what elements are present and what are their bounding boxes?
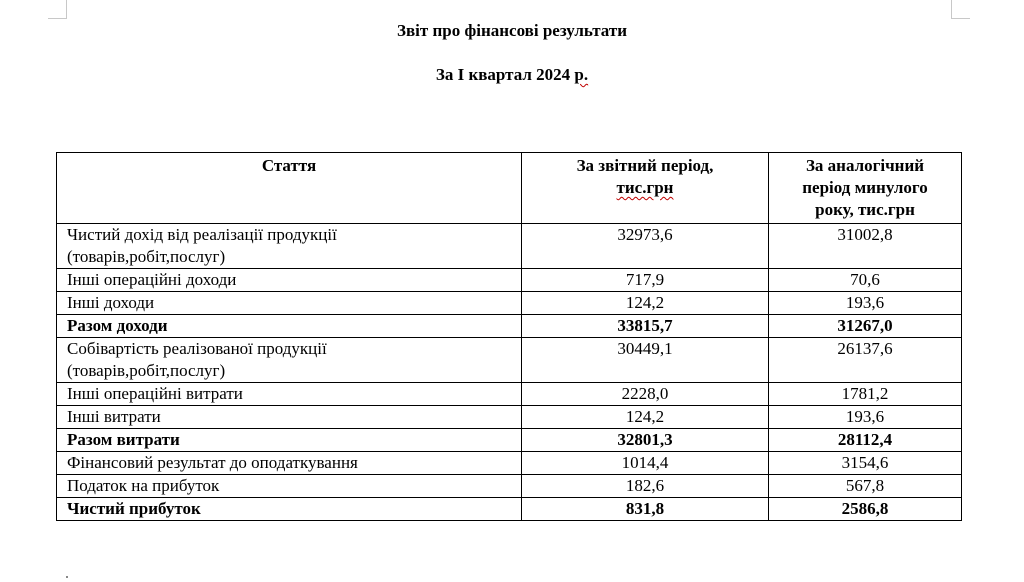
row-current-value: 33815,7 — [522, 315, 769, 338]
row-label: Разом витрати — [57, 429, 522, 452]
row-current-value: 831,8 — [522, 498, 769, 521]
row-previous-value: 31002,8 — [769, 224, 962, 269]
row-previous-value: 28112,4 — [769, 429, 962, 452]
table-row — [57, 338, 962, 383]
row-current-value: 717,9 — [522, 269, 769, 292]
row-label-line2: (товарів,робіт,послуг) — [67, 361, 226, 380]
row-label — [57, 224, 522, 269]
row-label: Інші доходи — [57, 292, 522, 315]
row-current-value: 182,6 — [522, 475, 769, 498]
row-current-value: 1014,4 — [522, 452, 769, 475]
row-label: Разом доходи — [57, 315, 522, 338]
row-label-line2: (товарів,робіт,послуг) — [67, 247, 226, 266]
row-previous-value: 567,8 — [769, 475, 962, 498]
report-period-prefix: За І квартал 2024 — [435, 65, 571, 84]
header-previous-line1: За аналогічний — [805, 156, 925, 175]
row-previous-value: 3154,6 — [769, 452, 962, 475]
header-current-period — [522, 153, 769, 224]
report-title: Звіт про фінансові результати — [396, 21, 628, 40]
row-label: Чистий прибуток — [57, 498, 522, 521]
row-previous-value: 193,6 — [769, 406, 962, 429]
table-row-net-profit — [57, 498, 962, 521]
page-corner-mark-right — [951, 0, 970, 19]
row-current-value: 32801,3 — [522, 429, 769, 452]
financial-results-table — [56, 152, 962, 521]
row-current-value: 30449,1 — [522, 338, 769, 383]
row-current-value: 32973,6 — [522, 224, 769, 269]
header-item-text: Стаття — [261, 156, 317, 175]
row-previous-value: 2586,8 — [769, 498, 962, 521]
header-previous-period — [769, 153, 962, 224]
row-current-value: 2228,0 — [522, 383, 769, 406]
table-row — [57, 383, 962, 406]
row-previous-value: 1781,2 — [769, 383, 962, 406]
header-current-line1: За звітний період, — [576, 156, 714, 175]
row-previous-value: 70,6 — [769, 269, 962, 292]
header-item — [57, 153, 522, 224]
table-row-total-income — [57, 315, 962, 338]
row-label-line1: Чистий дохід від реалізації продукції — [67, 225, 337, 244]
row-label: Інші операційні доходи — [57, 269, 522, 292]
report-period — [0, 65, 1024, 85]
table-header-row — [57, 153, 962, 224]
table-row — [57, 475, 962, 498]
row-current-value: 124,2 — [522, 406, 769, 429]
table-row — [57, 269, 962, 292]
header-previous-line3: року, тис.грн — [815, 200, 915, 219]
row-label: Інші витрати — [57, 406, 522, 429]
row-label: Податок на прибуток — [57, 475, 522, 498]
header-current-line2: тис.грн — [616, 178, 674, 197]
table-row — [57, 452, 962, 475]
row-previous-value: 31267,0 — [769, 315, 962, 338]
row-current-value: 124,2 — [522, 292, 769, 315]
table-row — [57, 292, 962, 315]
row-label — [57, 338, 522, 383]
text-cursor-mark — [66, 576, 68, 578]
row-previous-value: 193,6 — [769, 292, 962, 315]
row-label-line1: Собівартість реалізованої продукції — [67, 339, 327, 358]
header-previous-line2: період минулого — [802, 178, 928, 197]
report-period-suffix: р. — [574, 65, 589, 84]
row-previous-value: 26137,6 — [769, 338, 962, 383]
page-corner-mark-left — [48, 0, 67, 19]
row-label: Фінансовий результат до оподаткування — [57, 452, 522, 475]
row-label: Інші операційні витрати — [57, 383, 522, 406]
table-row-total-expenses — [57, 429, 962, 452]
table-row — [57, 224, 962, 269]
table-row — [57, 406, 962, 429]
